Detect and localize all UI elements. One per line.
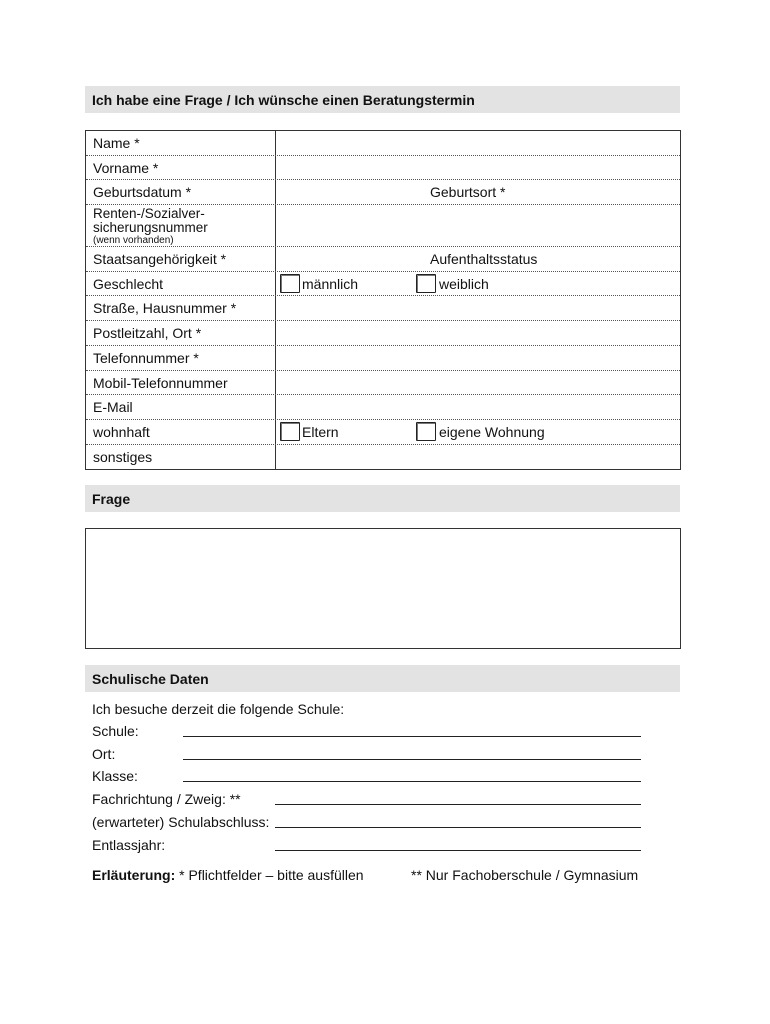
parents-checkbox[interactable]: [280, 422, 300, 441]
firstname-label: Vorname *: [93, 159, 159, 176]
name-field[interactable]: [275, 131, 681, 155]
row-gender: [86, 272, 680, 297]
explanation-label: Erläuterung:: [92, 867, 176, 883]
street-field[interactable]: [275, 296, 681, 320]
degree-field-line[interactable]: [275, 827, 641, 828]
birthdate-field[interactable]: [275, 180, 681, 204]
residence-label: wohnhaft: [93, 423, 150, 440]
row-firstname: [86, 156, 680, 181]
residence-options: [275, 420, 681, 444]
school-note: ** Nur Fachoberschule / Gymnasium: [411, 867, 639, 883]
footer-explanation: [92, 867, 364, 883]
row-email: [86, 395, 680, 420]
street-label: Straße, Hausnummer *: [93, 300, 237, 317]
personal-data-table: [85, 130, 681, 470]
school-label: Schule:: [92, 723, 139, 739]
firstname-field[interactable]: [275, 156, 681, 180]
leaving-year-label: Entlassjahr:: [92, 837, 166, 853]
track-label: Fachrichtung / Zweig: **: [92, 791, 241, 807]
school-field-line[interactable]: [183, 736, 641, 737]
birthplace-label: Geburtsort *: [430, 184, 506, 201]
row-postal: [86, 321, 680, 346]
row-birth: [86, 180, 680, 205]
school-intro-text: Ich besuche derzeit die folgende Schule:: [92, 701, 345, 717]
class-label: Klasse:: [92, 768, 138, 784]
pension-number-field[interactable]: [275, 205, 681, 246]
row-residence: [86, 420, 680, 445]
other-label: sonstiges: [93, 448, 153, 465]
nationality-field[interactable]: [275, 247, 681, 271]
track-field-line[interactable]: [275, 804, 641, 805]
postal-field[interactable]: [275, 321, 681, 345]
city-label: Ort:: [92, 746, 116, 762]
phone-label: Telefonnummer *: [93, 349, 199, 366]
phone-field[interactable]: [275, 346, 681, 370]
own-apartment-option-label: eigene Wohnung: [439, 423, 545, 440]
row-phone: [86, 346, 680, 371]
question-textarea[interactable]: [85, 528, 681, 649]
male-checkbox[interactable]: [280, 274, 300, 293]
section-header-contact: Ich habe eine Frage / Ich wünsche einen Beratungstermin: [85, 86, 680, 113]
email-field[interactable]: [275, 395, 681, 419]
parents-option-label: Eltern: [302, 423, 339, 440]
pension-label-line1: Renten-/Sozialver-: [93, 206, 205, 222]
degree-label: (erwarteter) Schulabschluss:: [92, 814, 270, 830]
row-pension-number: [86, 205, 680, 247]
female-option-label: weiblich: [439, 275, 489, 292]
own-apartment-checkbox[interactable]: [416, 422, 436, 441]
email-label: E-Mail: [93, 399, 133, 416]
required-note: * Pflichtfelder – bitte ausfüllen: [179, 867, 364, 883]
row-street: [86, 296, 680, 321]
class-field-line[interactable]: [183, 781, 641, 782]
pension-label-line2: sicherungsnummer: [93, 220, 208, 236]
section-header-school: Schulische Daten: [85, 665, 680, 692]
leaving-year-field-line[interactable]: [275, 850, 641, 851]
row-mobile: [86, 371, 680, 396]
gender-options: [275, 272, 681, 296]
city-field-line[interactable]: [183, 759, 641, 760]
pension-number-label: [93, 207, 208, 246]
section-header-question: Frage: [85, 485, 680, 512]
other-field[interactable]: [275, 445, 681, 470]
mobile-field[interactable]: [275, 371, 681, 395]
row-name: [86, 131, 680, 156]
nationality-label: Staatsangehörigkeit *: [93, 251, 227, 268]
birthdate-label: Geburtsdatum *: [93, 184, 192, 201]
pension-label-note: (wenn vorhanden): [93, 235, 174, 247]
name-label: Name *: [93, 135, 140, 151]
row-other: [86, 445, 680, 470]
postal-label: Postleitzahl, Ort *: [93, 325, 202, 342]
gender-label: Geschlecht: [93, 275, 164, 292]
mobile-label: Mobil-Telefonnummer: [93, 374, 228, 391]
female-checkbox[interactable]: [416, 274, 436, 293]
residence-status-label: Aufenthaltsstatus: [430, 251, 538, 268]
male-option-label: männlich: [302, 275, 359, 292]
row-nationality: [86, 247, 680, 272]
